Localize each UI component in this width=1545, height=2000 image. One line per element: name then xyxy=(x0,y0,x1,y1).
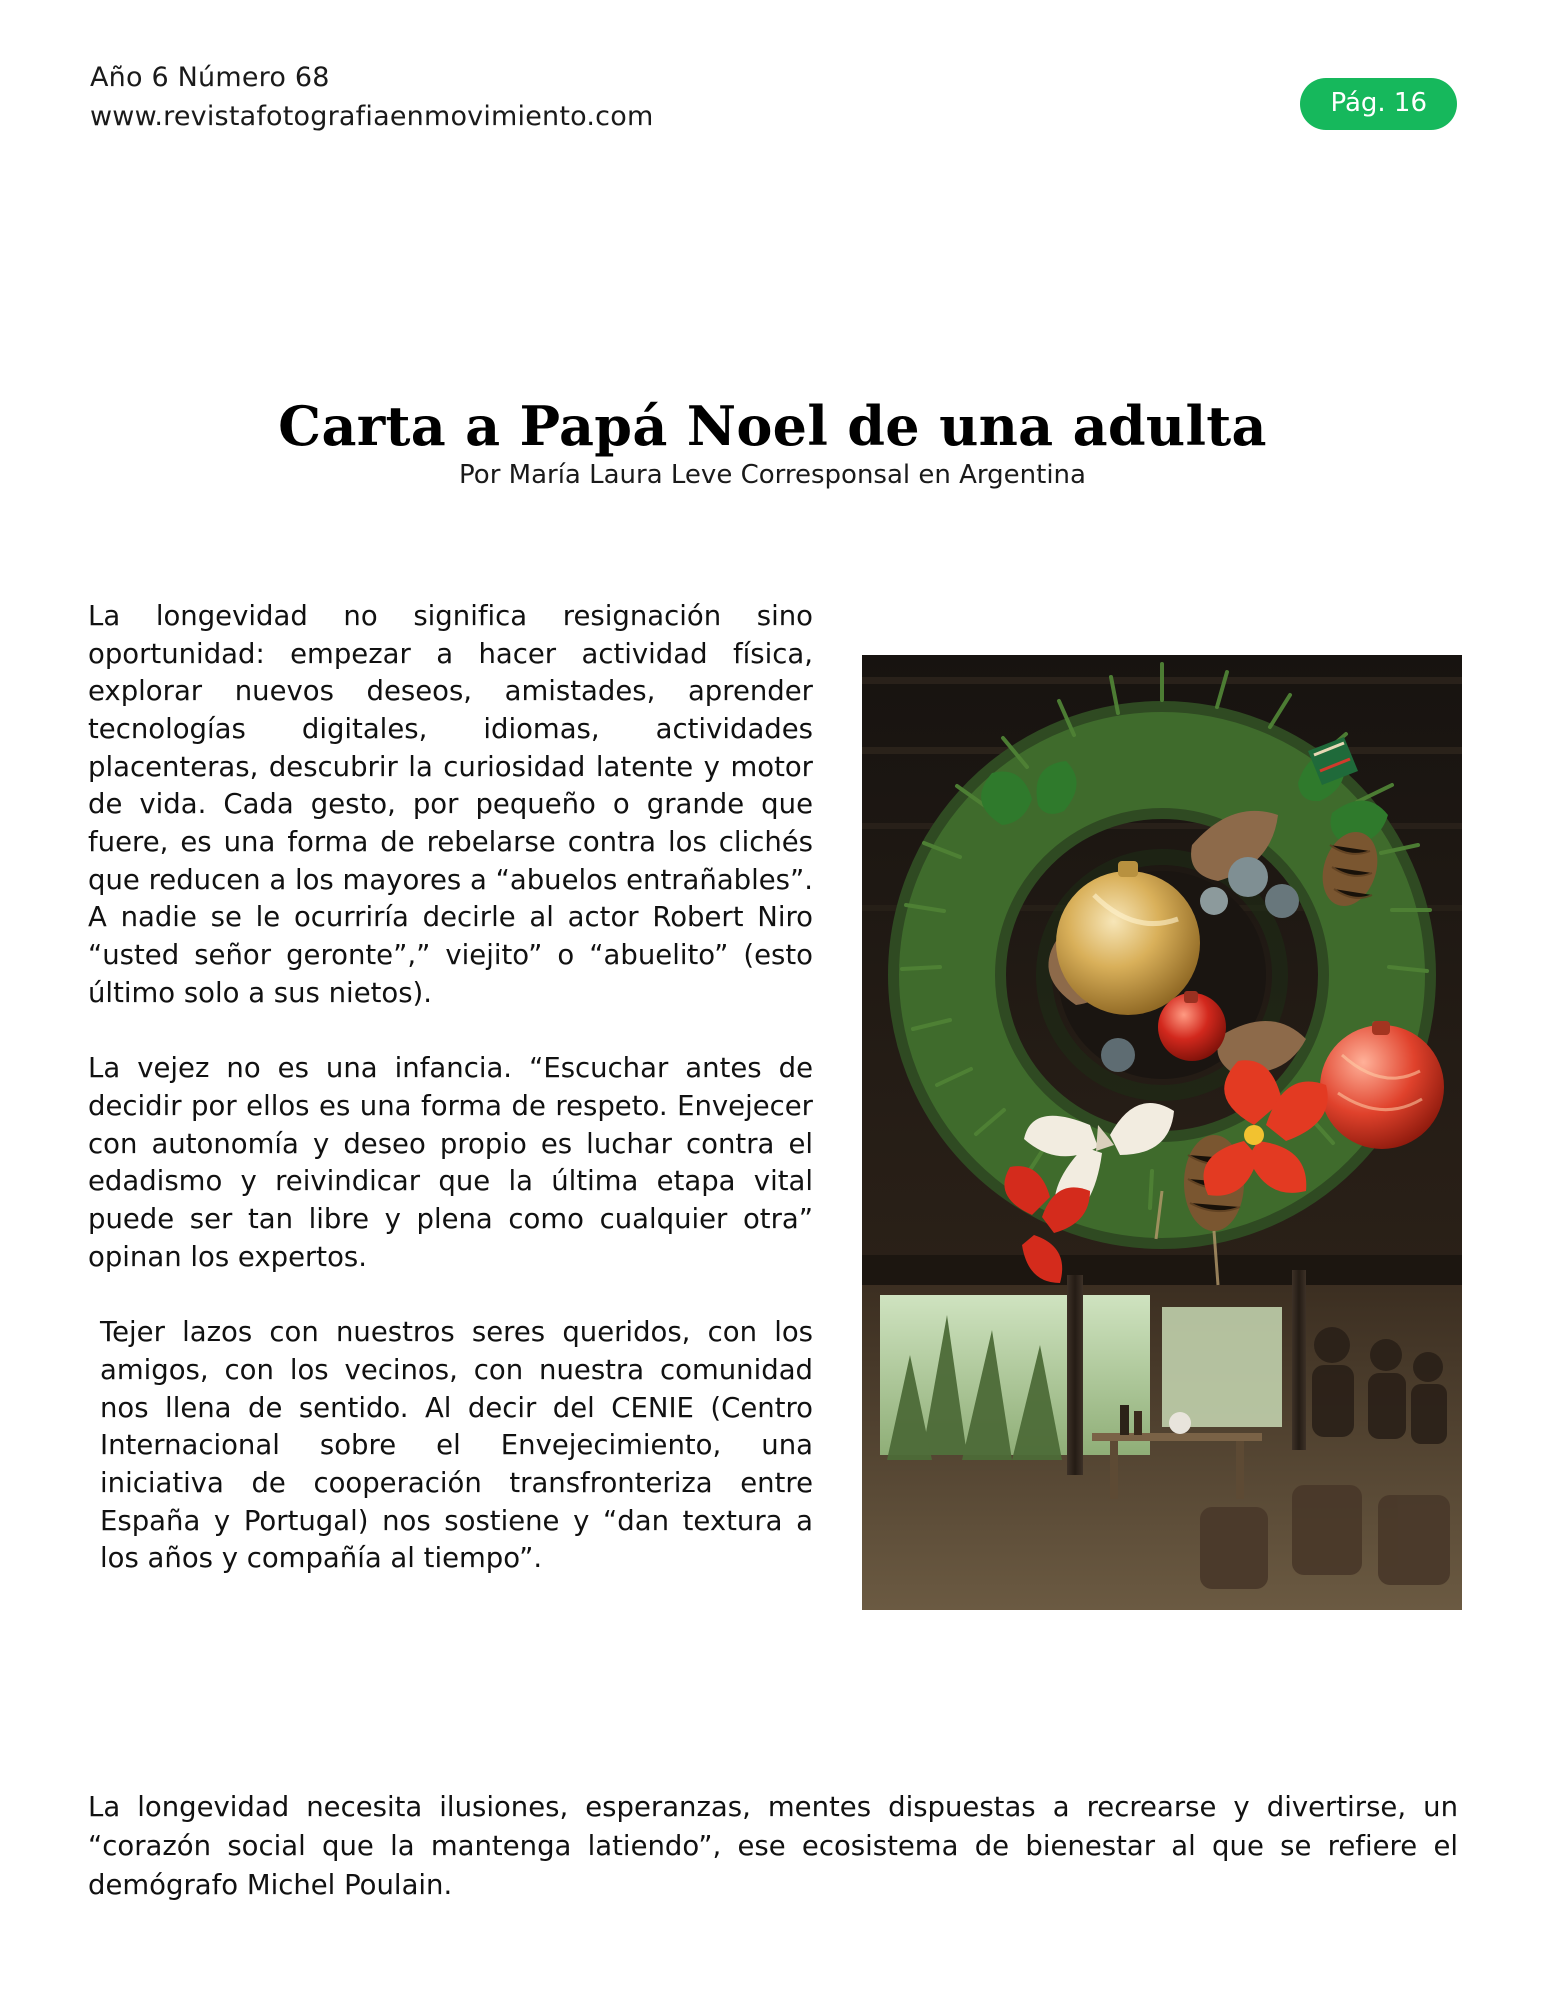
article-body-column xyxy=(88,598,813,1578)
paragraph: Tejer lazos con nuestros seres queridos, con los amigos, con los vecinos, con nuestra comunidad nos llena de sentido. Al decir del CENIE (Centro Internacional sobre el Envejecimiento, una iniciativa de cooperación transfronteriza entre España y Portugal) nos sostiene y “dan textura a los años y compañía al tiempo”. xyxy=(100,1316,813,1575)
paragraph: La vejez no es una infancia. “Escuchar antes de decidir por ellos es una forma de respeto. Envejecer con autonomía y deseo propio es luchar contra el edadismo y reivindicar que la última etapa vital puede ser tan libre y plena como cualquier otra” opinan los expertos. xyxy=(88,1052,813,1273)
article-photo xyxy=(862,655,1462,1610)
masthead xyxy=(90,58,653,136)
byline: Por María Laura Leve Corresponsal en Argentina xyxy=(459,460,1086,490)
website-line: www.revistafotografiaenmovimiento.com xyxy=(90,101,654,133)
page-number-badge: Pág. 16 xyxy=(1300,78,1457,130)
issue-line: Año 6 Número 68 xyxy=(90,62,330,93)
closing-paragraph: La longevidad necesita ilusiones, esperanzas, mentes dispuestas a recrearse y divertirse, un “corazón social que la mantenga latiendo”, ese ecosistema de bienestar al que se refiere el demógrafo Michel Poulain. xyxy=(88,1790,1458,1901)
wreath-photo-illustration xyxy=(862,655,1462,1610)
page-title: Carta a Papá Noel de una adulta xyxy=(278,394,1267,459)
paragraph: La longevidad no significa resignación sino oportunidad: empezar a hacer actividad física, explorar nuevos deseos, amistades, aprender tecnologías digitales, idiomas, actividades placenteras, descubrir la curiosidad latente y motor de vida. Cada gesto, por pequeño o grande que fuere, es una forma de rebelarse contra los clichés que reducen a los mayores a “abuelos entrañables”. A nadie se le ocurriría decirle al actor Robert Niro “usted señor geronte”,” viejito” o “abuelito” (esto último solo a sus nietos). xyxy=(88,600,813,1009)
